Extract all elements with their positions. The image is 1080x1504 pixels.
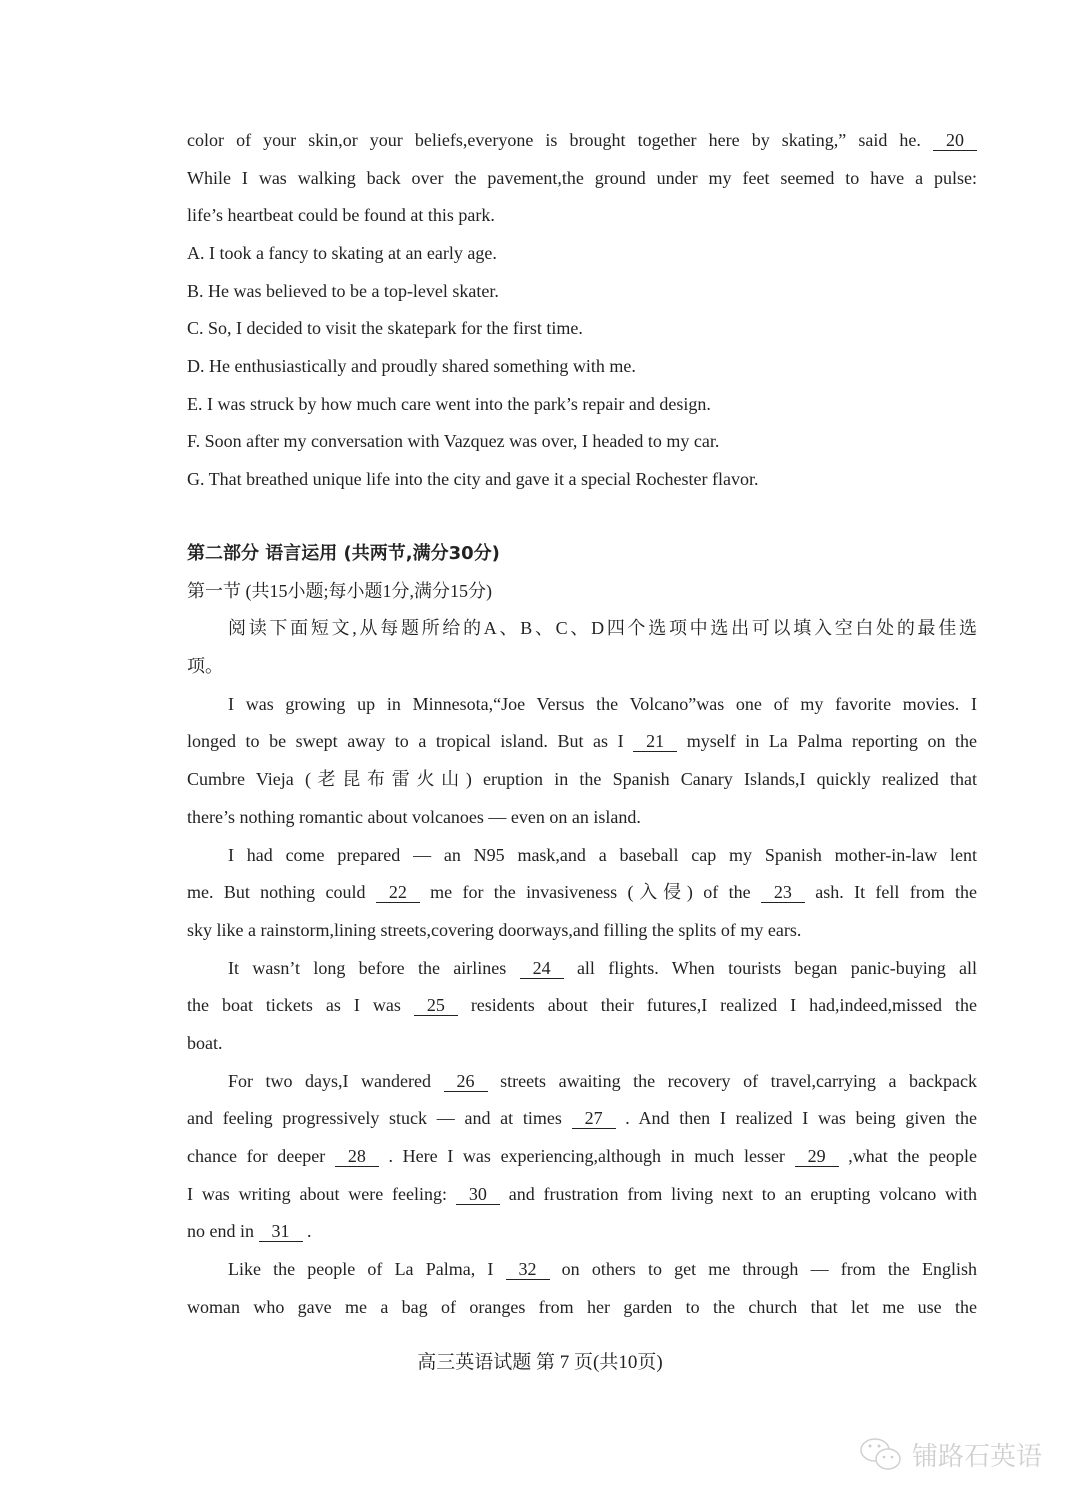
- instructions: [187, 610, 977, 685]
- text-line: [187, 1213, 977, 1251]
- text-segment: 阅读下面短文,从每题所给的A、B、C、D四个选项中选出可以填入空白处的最佳选: [228, 618, 977, 639]
- text-line: [187, 1251, 977, 1289]
- text-segment: there’s nothing romantic about volcanoes — even on an island.: [187, 806, 641, 827]
- text-line: [187, 610, 977, 648]
- text-segment: longed to be swept away to a tropical island. But as I: [187, 731, 624, 752]
- text-segment: I was growing up in Minnesota,“Joe Versus the Volcano”was one of my favorite movies. I: [228, 693, 977, 714]
- text-segment: on others to get me through — from the English: [561, 1259, 978, 1280]
- text-line: [187, 1100, 977, 1138]
- answer-blank: 28: [335, 1146, 379, 1167]
- text-segment: all flights. When tourists began panic-buying all: [576, 957, 978, 978]
- text-line: [187, 723, 977, 761]
- option-item: G. That breathed unique life into the city and gave it a special Rochester flavor.: [187, 469, 759, 490]
- text-line: [187, 1063, 977, 1101]
- text-segment: It wasn’t long before the airlines: [228, 957, 507, 978]
- text-segment: me for the invasiveness (入侵) of the: [430, 882, 751, 903]
- text-segment: sky like a rainstorm,lining streets,covering doorways,and filling the splits of my ears.: [187, 919, 802, 940]
- text-line: [187, 1025, 977, 1063]
- text-segment: life’s heartbeat could be found at this park.: [187, 205, 495, 226]
- answer-blank: 22: [376, 882, 420, 903]
- answer-blank: 26: [444, 1071, 488, 1092]
- text-segment: Cumbre Vieja (老昆布雷火山) eruption in the Spanish Canary Islands,I quickly realized that: [187, 769, 977, 790]
- subsection-heading: 第一节 (共15小题;每小题1分,满分15分): [187, 580, 492, 601]
- text-segment: .: [307, 1221, 312, 1242]
- paragraph: [187, 686, 977, 837]
- section-headings: [187, 535, 977, 1326]
- answer-blank: 24: [520, 958, 564, 979]
- text-line: [187, 837, 977, 875]
- text-line: [187, 874, 977, 912]
- text-line: [187, 160, 977, 198]
- option-item: C. So, I decided to visit the skatepark for the first time.: [187, 318, 583, 339]
- text-line: [187, 1176, 977, 1214]
- text-segment: streets awaiting the recovery of travel,carrying a backpack: [500, 1070, 978, 1091]
- text-segment: ,what the people: [848, 1146, 978, 1166]
- answer-blank: 20: [933, 130, 977, 151]
- answer-blank: 27: [572, 1108, 616, 1129]
- answer-blank: 30: [456, 1184, 500, 1205]
- option-item: D. He enthusiastically and proudly shared something with me.: [187, 356, 636, 377]
- text-segment: me. But nothing could: [187, 882, 366, 903]
- answer-blank: 29: [795, 1146, 839, 1167]
- text-segment: ash. It fell from the: [815, 882, 978, 903]
- text-segment: the boat tickets as I was: [187, 995, 401, 1016]
- text-segment: I was writing about were feeling:: [187, 1183, 448, 1204]
- text-line: [187, 799, 977, 837]
- text-segment: . And then I realized I was being given the: [625, 1108, 978, 1129]
- paragraph: [187, 1251, 977, 1326]
- answer-options: [187, 235, 977, 499]
- page-footer: 高三英语试题 第 7 页(共10页): [417, 1352, 663, 1373]
- text-line: [187, 761, 977, 799]
- answer-blank: 32: [506, 1259, 550, 1280]
- answer-blank: 31: [259, 1221, 303, 1242]
- text-line: [187, 122, 977, 160]
- text-segment: Like the people of La Palma, I: [228, 1259, 494, 1280]
- text-line: [187, 686, 977, 724]
- cloze-passage: [187, 686, 977, 1327]
- text-line: [187, 1289, 977, 1327]
- passage-continuation: [187, 122, 977, 235]
- text-segment: boat.: [187, 1032, 223, 1053]
- text-segment: and frustration from living next to an erupting volcano with: [508, 1183, 978, 1204]
- option-item: E. I was struck by how much care went into the park’s repair and design.: [187, 393, 711, 414]
- option-item: A. I took a fancy to skating at an early age.: [187, 243, 497, 263]
- text-segment: . Here I was experiencing,although in much lesser: [388, 1146, 785, 1166]
- text-segment: I had come prepared — an N95 mask,and a baseball cap my Spanish mother-in-law lent: [228, 844, 977, 865]
- text-line: [187, 197, 977, 235]
- option-item: B. He was believed to be a top-level skater.: [187, 280, 499, 301]
- answer-blank: 23: [761, 882, 805, 903]
- section-heading: 第二部分 语言运用 (共两节,满分30分): [187, 543, 500, 564]
- wechat-icon: [858, 1437, 904, 1473]
- text-segment: no end in: [187, 1221, 254, 1242]
- text-segment: residents about their futures,I realized I had,indeed,missed the: [470, 995, 978, 1016]
- answer-blank: 25: [414, 995, 458, 1016]
- text-line: [187, 987, 977, 1025]
- text-line: [187, 912, 977, 950]
- text-line: [187, 648, 977, 686]
- text-segment: 项。: [187, 656, 223, 677]
- paragraph: [187, 1063, 977, 1251]
- text-line: [187, 1138, 977, 1176]
- watermark-text: 铺路石英语: [912, 1442, 1043, 1472]
- text-segment: myself in La Palma reporting on the: [686, 731, 977, 752]
- text-segment: While I was walking back over the pavement,the ground under my feet seemed to have a pulse:: [187, 167, 977, 188]
- text-segment: and feeling progressively stuck — and at times: [187, 1108, 562, 1129]
- paragraph: [187, 837, 977, 950]
- option-item: F. Soon after my conversation with Vazquez was over, I headed to my car.: [187, 431, 720, 452]
- text-segment: chance for deeper: [187, 1146, 326, 1166]
- text-segment: For two days,I wandered: [228, 1070, 432, 1091]
- text-segment: woman who gave me a bag of oranges from her garden to the church that let me use the: [187, 1296, 977, 1317]
- watermark: [858, 1436, 1042, 1473]
- text-segment: color of your skin,or your beliefs,everyone is brought together here by skating,” said he.: [187, 130, 921, 150]
- text-line: [187, 950, 977, 988]
- paragraph: [187, 950, 977, 1063]
- answer-blank: 21: [633, 731, 677, 752]
